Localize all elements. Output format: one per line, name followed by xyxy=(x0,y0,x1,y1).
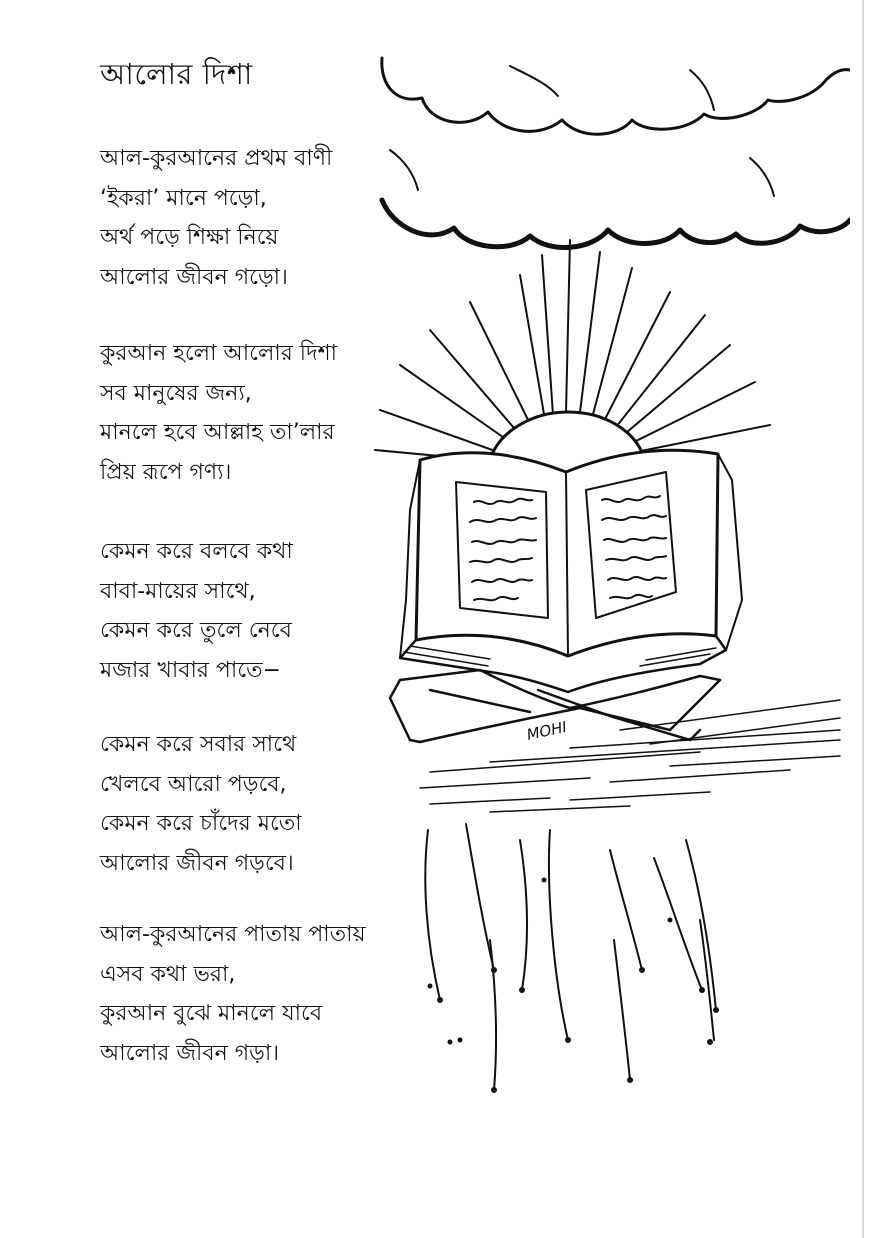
poem-line: আলোর জীবন গড়ো। xyxy=(100,264,288,290)
stanza-5 xyxy=(100,915,400,1073)
artist-signature: MOHI xyxy=(525,717,569,744)
quran-illustration xyxy=(370,40,850,1170)
cloud-icon xyxy=(382,58,850,134)
cloud-icon xyxy=(382,200,850,247)
poem-line: আলোর জীবন গড়া। xyxy=(100,1040,280,1066)
poem-line: কুরআন বুঝে মানলে যাবে xyxy=(100,1001,323,1026)
poem-line: ‘ইকরা’ মানে পড়ো, xyxy=(100,185,267,211)
falling-streaks xyxy=(425,824,716,1090)
open-book-icon xyxy=(400,450,742,692)
poem-line: আল-কুরআনের পাতায় পাতায় xyxy=(100,922,366,947)
poem-line: কেমন করে বলবে কথা xyxy=(100,539,293,564)
stanza-4 xyxy=(100,725,400,883)
stanza-1 xyxy=(100,139,400,297)
poem-line: সব মানুষের জন্য, xyxy=(100,380,252,406)
floor-hatching xyxy=(420,700,840,812)
poem-line: প্রিয় রূপে গণ্য। xyxy=(100,459,232,485)
poem-line: এসব কথা ভরা, xyxy=(100,961,236,987)
poem-line: বাবা-মায়ের সাথে, xyxy=(100,578,256,604)
poem-line: কুরআন হলো আলোর দিশা xyxy=(100,341,338,366)
poem-line: আলোর জীবন গড়বে। xyxy=(100,850,294,876)
poem-line: আল-কুরআনের প্রথম বাণী xyxy=(100,146,333,171)
illustration-drawing xyxy=(370,40,850,1170)
poem-line: অর্থ পড়ে শিক্ষা নিয়ে xyxy=(100,225,279,250)
stanza-2 xyxy=(100,334,400,492)
poem-line: খেলবে আরো পড়বে, xyxy=(100,771,287,797)
poem-line: মানলে হবে আল্লাহ তা’লার xyxy=(100,420,335,445)
page-edge xyxy=(862,0,864,1238)
poem-line: মজার খাবার পাতে− xyxy=(100,657,282,683)
falling-dots xyxy=(428,878,720,1094)
poem-title: আলোর দিশা xyxy=(100,57,253,91)
stanza-3 xyxy=(100,532,400,690)
poem-line: কেমন করে সবার সাথে xyxy=(100,732,297,757)
poem-line: কেমন করে তুলে নেবে xyxy=(100,618,292,643)
poem-line: কেমন করে চাঁদের মতো xyxy=(100,811,302,836)
